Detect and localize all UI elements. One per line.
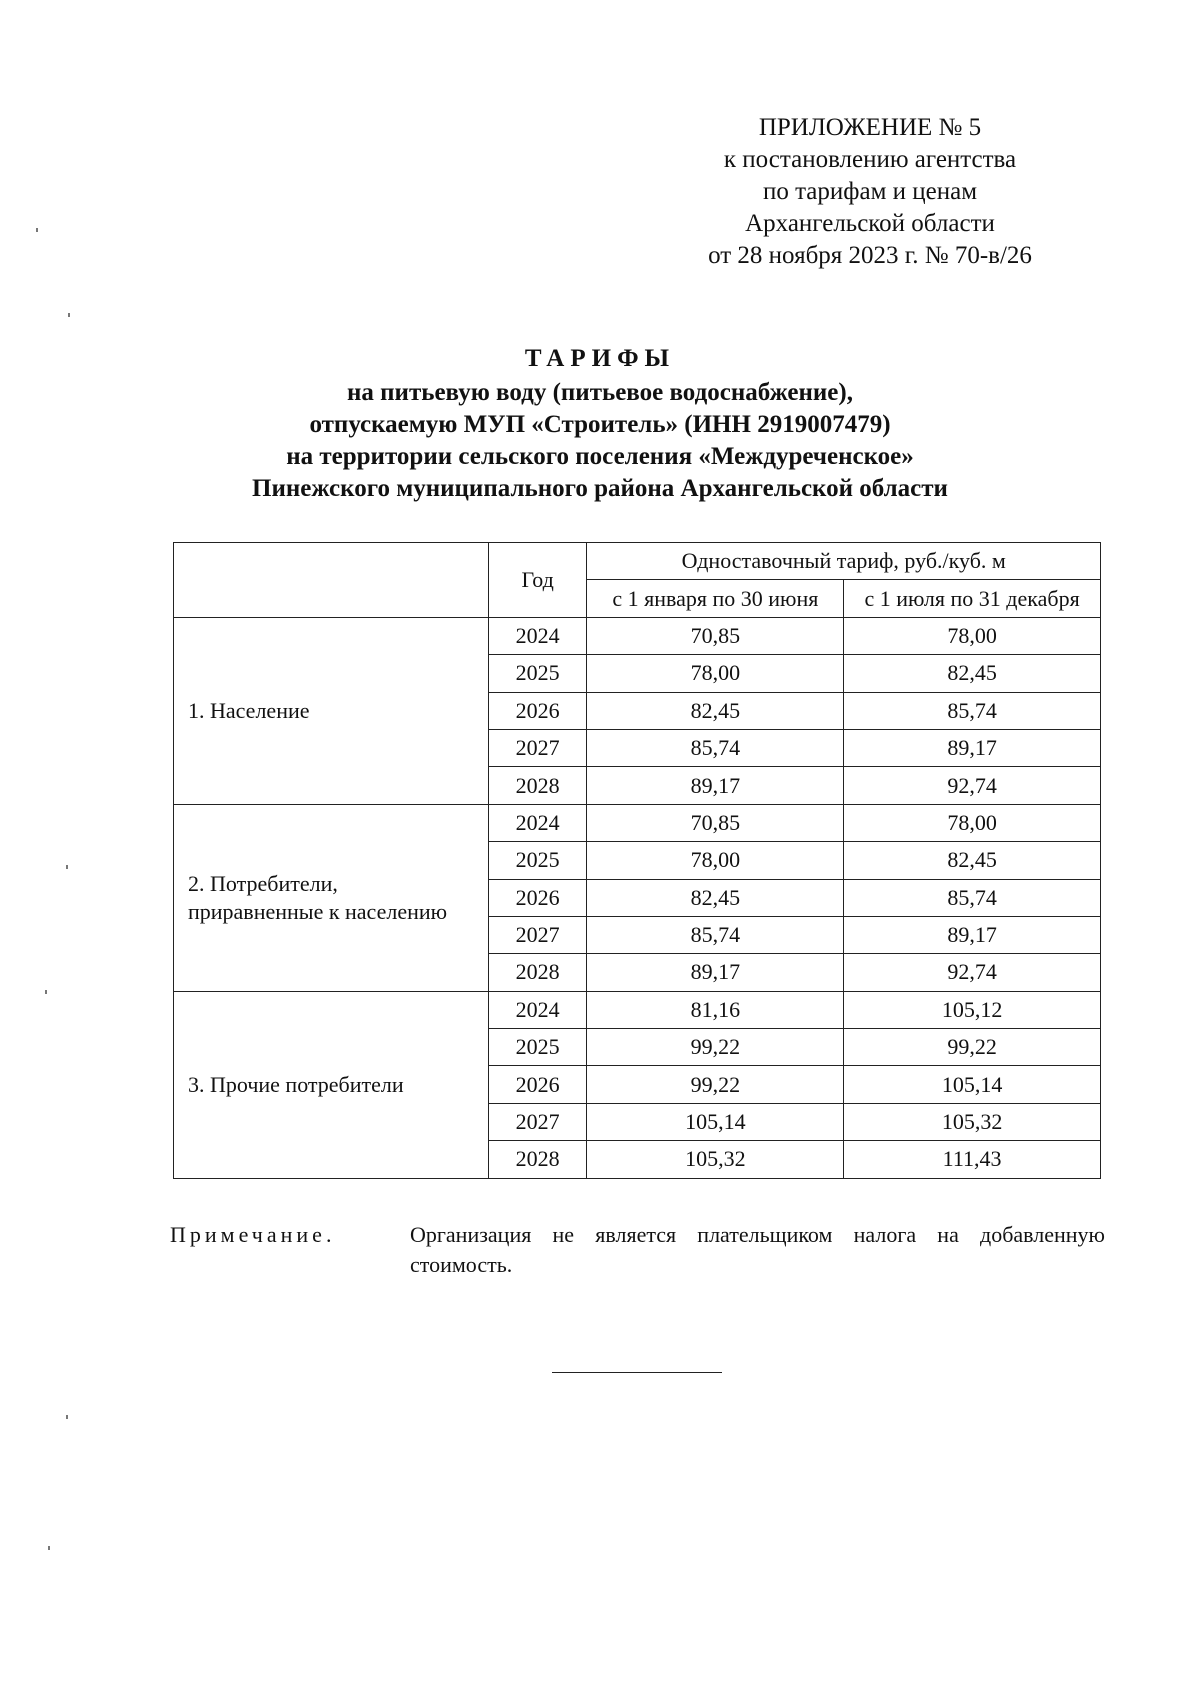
year-cell: 2025 — [488, 1029, 587, 1066]
appendix-line: по тарифам и ценам — [762, 178, 978, 205]
tariff-first-half-cell: 99,22 — [587, 1066, 844, 1103]
tariff-first-half-cell: 70,85 — [587, 617, 844, 654]
consumer-group-cell — [174, 617, 489, 804]
tariff-first-half-cell: 105,32 — [587, 1141, 844, 1178]
tariff-first-half-cell: 82,45 — [587, 692, 844, 729]
year-cell: 2028 — [488, 954, 587, 991]
consumer-group-cell — [174, 804, 489, 991]
year-cell: 2026 — [488, 692, 587, 729]
table-row — [174, 991, 1101, 1028]
tariff-second-half-cell: 85,74 — [844, 692, 1101, 729]
scan-speck — [66, 865, 68, 869]
appendix-line: от 28 ноября 2023 г. № 70-в/26 — [708, 242, 1032, 269]
consumer-group-label: приравненные к населению — [188, 898, 448, 924]
appendix-line: Архангельской области — [745, 210, 995, 237]
year-cell: 2027 — [488, 729, 587, 766]
tariff-first-half-cell: 105,14 — [587, 1103, 844, 1140]
scan-speck — [66, 1415, 68, 1419]
scan-speck — [68, 313, 70, 317]
year-cell: 2028 — [488, 1141, 587, 1178]
table-body — [174, 617, 1101, 1178]
title-line: отпускаемую МУП «Строитель» (ИНН 2919007479) — [309, 411, 891, 438]
year-cell: 2024 — [488, 617, 587, 654]
scan-speck — [48, 1546, 50, 1550]
tariff-second-half-cell: 78,00 — [844, 617, 1101, 654]
tariff-first-half-cell: 85,74 — [587, 729, 844, 766]
tariff-second-half-cell: 89,17 — [844, 916, 1101, 953]
year-cell: 2028 — [488, 767, 587, 804]
tariff-second-half-cell: 92,74 — [844, 767, 1101, 804]
header-tariff: Одноставочный тариф, руб./куб. м — [587, 543, 1101, 580]
tariff-first-half-cell: 81,16 — [587, 991, 844, 1028]
consumer-group-label: 3. Прочие потребители — [188, 1071, 404, 1097]
note-text: Организация не является плательщиком налога на добавленную стоимость. — [410, 1222, 1105, 1277]
year-cell: 2027 — [488, 1103, 587, 1140]
year-cell: 2024 — [488, 991, 587, 1028]
appendix-line: ПРИЛОЖЕНИЕ № 5 — [758, 114, 982, 141]
year-cell: 2027 — [488, 916, 587, 953]
tariff-second-half-cell: 82,45 — [844, 842, 1101, 879]
tariff-first-half-cell: 82,45 — [587, 879, 844, 916]
year-cell: 2024 — [488, 804, 587, 841]
header-year: Год — [488, 543, 587, 618]
title-line: на территории сельского поселения «Междуреченское» — [286, 443, 914, 470]
year-cell: 2025 — [488, 655, 587, 692]
tariff-second-half-cell: 78,00 — [844, 804, 1101, 841]
consumer-group-cell — [174, 991, 489, 1178]
appendix-header — [660, 112, 1080, 272]
tariff-first-half-cell: 85,74 — [587, 916, 844, 953]
scan-speck — [45, 990, 47, 994]
year-cell: 2026 — [488, 1066, 587, 1103]
header-period-first-half: с 1 января по 30 июня — [587, 580, 844, 617]
title-main: ТАРИФЫ — [524, 345, 676, 372]
year-cell: 2025 — [488, 842, 587, 879]
tariff-first-half-cell: 99,22 — [587, 1029, 844, 1066]
header-empty-cell — [174, 543, 489, 618]
end-divider — [552, 1372, 722, 1373]
consumer-group-label: 2. Потребители, — [188, 870, 338, 896]
tariff-first-half-cell: 70,85 — [587, 804, 844, 841]
appendix-line: к постановлению агентства — [723, 146, 1017, 173]
tariff-second-half-cell: 105,12 — [844, 991, 1101, 1028]
table-row — [174, 617, 1101, 654]
tariff-second-half-cell: 89,17 — [844, 729, 1101, 766]
table-row — [174, 804, 1101, 841]
tariff-second-half-cell: 92,74 — [844, 954, 1101, 991]
header-period-second-half: с 1 июля по 31 декабря — [844, 580, 1101, 617]
tariff-first-half-cell: 89,17 — [587, 954, 844, 991]
tariff-table — [173, 542, 1101, 1179]
title-line: на питьевую воду (питьевое водоснабжение), — [347, 379, 853, 406]
tariff-first-half-cell: 78,00 — [587, 842, 844, 879]
scan-speck — [36, 228, 38, 232]
document-title — [150, 343, 1050, 505]
tariff-second-half-cell: 99,22 — [844, 1029, 1101, 1066]
tariff-first-half-cell: 89,17 — [587, 767, 844, 804]
tariff-second-half-cell: 82,45 — [844, 655, 1101, 692]
title-line: Пинежского муниципального района Архангельской области — [252, 475, 948, 502]
tariff-second-half-cell: 105,32 — [844, 1103, 1101, 1140]
year-cell: 2026 — [488, 879, 587, 916]
tariff-second-half-cell: 105,14 — [844, 1066, 1101, 1103]
tariff-second-half-cell: 111,43 — [844, 1141, 1101, 1178]
tariff-second-half-cell: 85,74 — [844, 879, 1101, 916]
tariff-first-half-cell: 78,00 — [587, 655, 844, 692]
consumer-group-label: 1. Население — [188, 697, 310, 723]
note-label: Примечание. — [170, 1222, 336, 1247]
